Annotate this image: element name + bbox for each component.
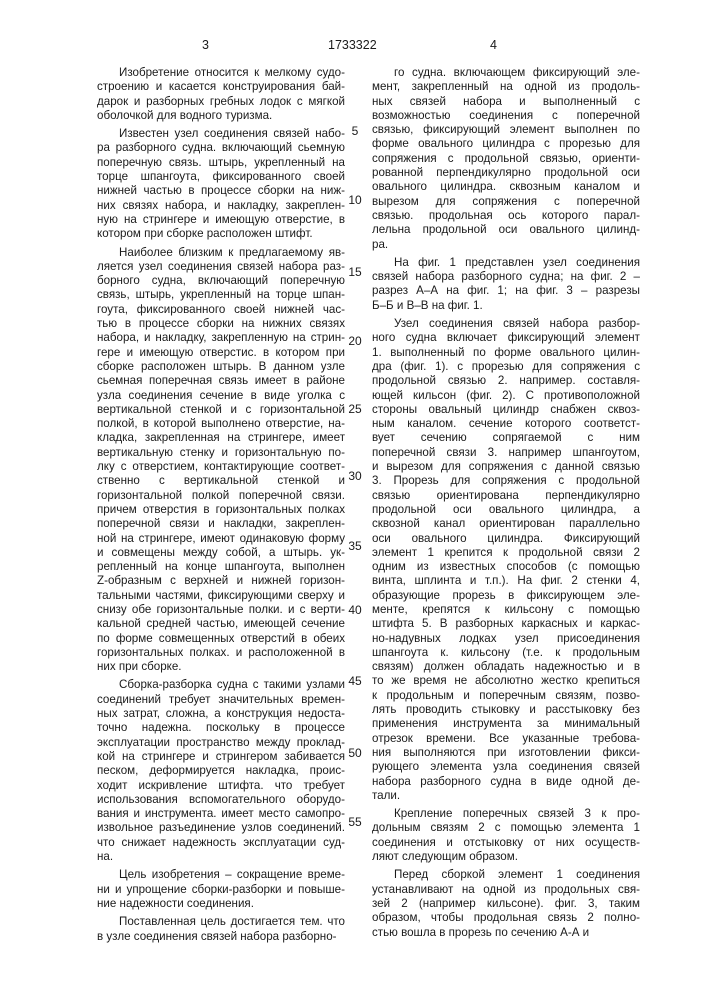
text-line: ных затрат, сложна, а конструкция недоста-: [97, 707, 345, 721]
text-line: снизу обе горизонтальные полки. и с верти-: [97, 603, 345, 617]
paragraph: [97, 246, 345, 675]
text-line: сьемная поперечная связь имеет в районе: [97, 374, 345, 388]
text-line: сборке расположен штырь. В данном узле: [97, 360, 345, 374]
text-line: дарок и разборных гребных лодок с мягкой: [97, 95, 345, 109]
text-line: Наиболее близким к предлагаемому яв-: [97, 246, 345, 260]
text-line: ного судна включает фиксирующий элемент: [372, 331, 640, 345]
patent-number: 1733322: [328, 38, 377, 52]
text-line: в узле соединения связей набора разборно-: [97, 930, 345, 944]
text-line: песком, деформируется накладка, проис-: [97, 764, 345, 778]
text-line: образующие прорезь в фиксирующем эле-: [372, 589, 640, 603]
line-number: 15: [345, 265, 365, 279]
line-number: 35: [345, 539, 365, 553]
paragraph: [97, 127, 345, 241]
text-line: использования вспомогательного оборудо-: [97, 793, 345, 807]
text-line: одним из известных способов (с помощью: [372, 560, 640, 574]
text-line: извольное разъединение узлов соединений.: [97, 821, 345, 835]
text-line: что снижает надежность эксплуатации суд-: [97, 836, 345, 850]
text-line: связям) должен обладать надежностью и в: [372, 660, 640, 674]
text-line: ни и упрощение сборки-разборки и повыше-: [97, 883, 345, 897]
text-line: тью в процессе сборки на нижних связях: [97, 317, 345, 331]
text-line: них при сборке.: [97, 660, 345, 674]
text-line: узла соединения сечение в виде уголка с: [97, 389, 345, 403]
text-line: горизонтальной полкой поперечной связи.: [97, 489, 345, 503]
text-line: ющей кильсон (фиг. 2). С противоположной: [372, 389, 640, 403]
text-line: возможностью соединения с поперечной: [372, 109, 640, 123]
text-line: стью вошла в прорезь по сечению А-А и: [372, 926, 640, 940]
text-line: сопряжения с продольной связью, ориенти-: [372, 152, 640, 166]
text-line: лять проводить стыковку и расстыковку без: [372, 703, 640, 717]
text-line: оси овального цилиндра. Фиксирующий: [372, 532, 640, 546]
text-line: точно надежна. поскольку в процессе: [97, 721, 345, 735]
text-line: лельна продольной оси овального цилинд-: [372, 223, 640, 237]
text-line: ра разборного судна. включающий сьемную: [97, 141, 345, 155]
paragraph: [97, 66, 345, 123]
text-line: на.: [97, 850, 345, 864]
text-line: устанавливают на одной из продольных свя-: [372, 883, 640, 897]
text-line: ния выполняются при изготовлении фикси-: [372, 746, 640, 760]
text-line: Узел соединения связей набора разбор-: [372, 317, 640, 331]
text-line: горизонтальных полках. и расположенной в: [97, 646, 345, 660]
text-line: связью. продольная ось которого парал-: [372, 209, 640, 223]
text-line: Изобретение относится к мелкому судо-: [97, 66, 345, 80]
text-line: дра (фиг. 1). с прорезью для сопряжения с: [372, 360, 640, 374]
text-line: стороны овальный цилиндр снабжен сквоз-: [372, 403, 640, 417]
paragraph: [97, 678, 345, 864]
paragraph: [372, 256, 640, 313]
text-line: продольной оси овального цилиндра, а: [372, 503, 640, 517]
text-line: Известен узел соединения связей набо-: [97, 127, 345, 141]
text-line: ной на стрингере, имеют одинаковую форму: [97, 532, 345, 546]
text-line: сквозной канал ориентирован параллельно: [372, 517, 640, 531]
text-line: связь, штырь, укрепленный на торце шпан-: [97, 288, 345, 302]
text-line: ных связей набора и выполненный с: [372, 95, 640, 109]
text-line: Перед сборкой элемент 1 соединения: [372, 868, 640, 882]
text-line: поперечную связь. штырь, укрепленный на: [97, 156, 345, 170]
text-line: образом, чтобы продольная связь 2 полно-: [372, 911, 640, 925]
text-line: вует сечению сопрягаемой с ним: [372, 431, 640, 445]
line-number: 55: [345, 815, 365, 829]
text-line: ляют следующим образом.: [372, 850, 640, 864]
text-line: набора, и накладку, закрепленную на стрин-: [97, 331, 345, 345]
paragraph: [97, 915, 345, 944]
text-line: них связях набора, и накладку, закреплен-: [97, 199, 345, 213]
text-line: Поставленная цель достигается тем. что: [97, 915, 345, 929]
text-line: гере и имеющую отверстис. в котором при: [97, 346, 345, 360]
text-line: ляется узел соединения связей набора раз-: [97, 260, 345, 274]
text-line: шпангоута к. кильсону (т.е. к продольным: [372, 646, 640, 660]
text-line: ную на стрингере и имеющую отверстие, в: [97, 213, 345, 227]
text-line: гоута, фиксированного своей нижней час-: [97, 303, 345, 317]
text-line: то же время не абсолютно жестко крепиться: [372, 674, 640, 688]
text-line: строению и касается конструирования бай-: [97, 80, 345, 94]
text-line: ходит искривление штифта. что требует: [97, 779, 345, 793]
text-line: менте, крепятся к кильсону с помощью: [372, 603, 640, 617]
text-line: по форме совмещенных отверстий в обеих: [97, 632, 345, 646]
text-line: торце шпангоута, фиксированного своей: [97, 170, 345, 184]
text-line: лку с отверстием, контактирующие соответ-: [97, 460, 345, 474]
paragraph: [372, 807, 640, 864]
paragraph: [97, 868, 345, 911]
text-line: 1. выполненный по форме овального цилин-: [372, 346, 640, 360]
text-line: поперечной связи 3. например шпангоутом,: [372, 446, 640, 460]
text-line: ние надежности соединения.: [97, 897, 345, 911]
text-line: го судна. включающем фиксирующий эле-: [372, 66, 640, 80]
text-line: вертикальной стенкой и с горизонтальной: [97, 403, 345, 417]
text-line: Крепление поперечных связей 3 к про-: [372, 807, 640, 821]
text-line: рующего элемента узла соединения связей: [372, 760, 640, 774]
text-line: ным каналом. сечение которого соответст-: [372, 417, 640, 431]
line-number: 25: [345, 402, 365, 416]
text-line: эксплуатации пространство между проклад-: [97, 736, 345, 750]
text-line: вертикальную стенку и горизонтальную по-: [97, 446, 345, 460]
line-number: 45: [345, 674, 365, 688]
text-line: набора разборного судна в виде одной де-: [372, 775, 640, 789]
text-line: и вырезом для сопряжения с данной связью: [372, 460, 640, 474]
text-line: к продольным и поперечным связям, позво-: [372, 689, 640, 703]
text-line: кальной средней частью, имеющей сечение: [97, 617, 345, 631]
text-line: Б–Б и В–В на фиг. 1.: [372, 299, 640, 313]
text-line: причем отверстия в горизонтальных полках: [97, 503, 345, 517]
text-line: вырезом для сопряжения с поперечной: [372, 195, 640, 209]
text-line: но-надувных лодках узел присоединения: [372, 632, 640, 646]
text-line: Цель изобретения – сокращение време-: [97, 868, 345, 882]
text-line: котором при сборке расположен штифт.: [97, 227, 345, 241]
text-line: штифта 5. В разборных каркасных и каркас-: [372, 617, 640, 631]
text-line: кой на стрингере и стрингером забивается: [97, 750, 345, 764]
line-number: 30: [345, 469, 365, 483]
text-line: 3. Прорезь для сопряжения с продольной: [372, 474, 640, 488]
text-line: разрез А–А на фиг. 1; на фиг. 3 – разрезы: [372, 284, 640, 298]
text-line: и совмещены между собой, а штырь. ук-: [97, 546, 345, 560]
line-number: 20: [345, 334, 365, 348]
text-line: соединения и отстыковку от них осуществ-: [372, 836, 640, 850]
text-line: овального цилиндра. сквозным каналом и: [372, 180, 640, 194]
paragraph: [372, 66, 640, 252]
text-line: элемент 1 крепится к продольной связи 2: [372, 546, 640, 560]
line-number: 10: [345, 193, 365, 207]
text-line: оболочкой для водного туризма.: [97, 109, 345, 123]
left-text-column: [97, 66, 345, 948]
text-line: борного судна, включающий поперечную: [97, 274, 345, 288]
text-line: тали.: [372, 789, 640, 803]
text-line: отрезок времени. Все указанные требова-: [372, 732, 640, 746]
text-line: продольной связью 2. например. составля-: [372, 374, 640, 388]
text-line: поперечной связи и накладки, закреплен-: [97, 517, 345, 531]
text-line: тальными частями, фиксирующими сверху и: [97, 589, 345, 603]
text-line: репленный на конце шпангоута, выполнен: [97, 560, 345, 574]
line-number: 50: [345, 746, 365, 760]
text-line: рованной перпендикулярно продольной оси: [372, 166, 640, 180]
text-line: полкой, в которой выполнено отверстие, на-: [97, 417, 345, 431]
text-line: нижней частью в процессе сборки на ниж-: [97, 184, 345, 198]
text-line: применения инструмента за минимальный: [372, 717, 640, 731]
text-line: связью, фиксирующий элемент выполнен по: [372, 123, 640, 137]
line-number: 40: [345, 603, 365, 617]
text-line: соединений требует значительных времен-: [97, 693, 345, 707]
text-line: На фиг. 1 представлен узел соединения: [372, 256, 640, 270]
page-number-left: 3: [202, 38, 209, 52]
line-number: 5: [345, 124, 365, 138]
text-line: винта, шплинта и т.п.). На фиг. 2 стенки 4,: [372, 574, 640, 588]
paragraph: [372, 317, 640, 803]
text-line: дольным связям 2 с помощью элемента 1: [372, 821, 640, 835]
text-line: связью ориентирована перпендикулярно: [372, 489, 640, 503]
text-line: Z-образным с верхней и нижней горизон-: [97, 574, 345, 588]
text-line: зей 2 (например кильсоне). фиг. 3, таким: [372, 897, 640, 911]
text-line: ственно с вертикальной стенкой и: [97, 474, 345, 488]
text-line: форме овального цилиндра с прорезью для: [372, 137, 640, 151]
text-line: связей набора разборного судна; на фиг. 2 –: [372, 270, 640, 284]
text-line: Сборка-разборка судна с такими узлами: [97, 678, 345, 692]
text-line: ра.: [372, 238, 640, 252]
text-line: вания и инструмента. имеет место самопро-: [97, 807, 345, 821]
paragraph: [372, 868, 640, 939]
page-number-right: 4: [490, 38, 497, 52]
text-line: мент, закрепленный на одной из продоль-: [372, 80, 640, 94]
text-line: кладка, закрепленная на стрингере, имеет: [97, 431, 345, 445]
right-text-column: [372, 66, 640, 944]
